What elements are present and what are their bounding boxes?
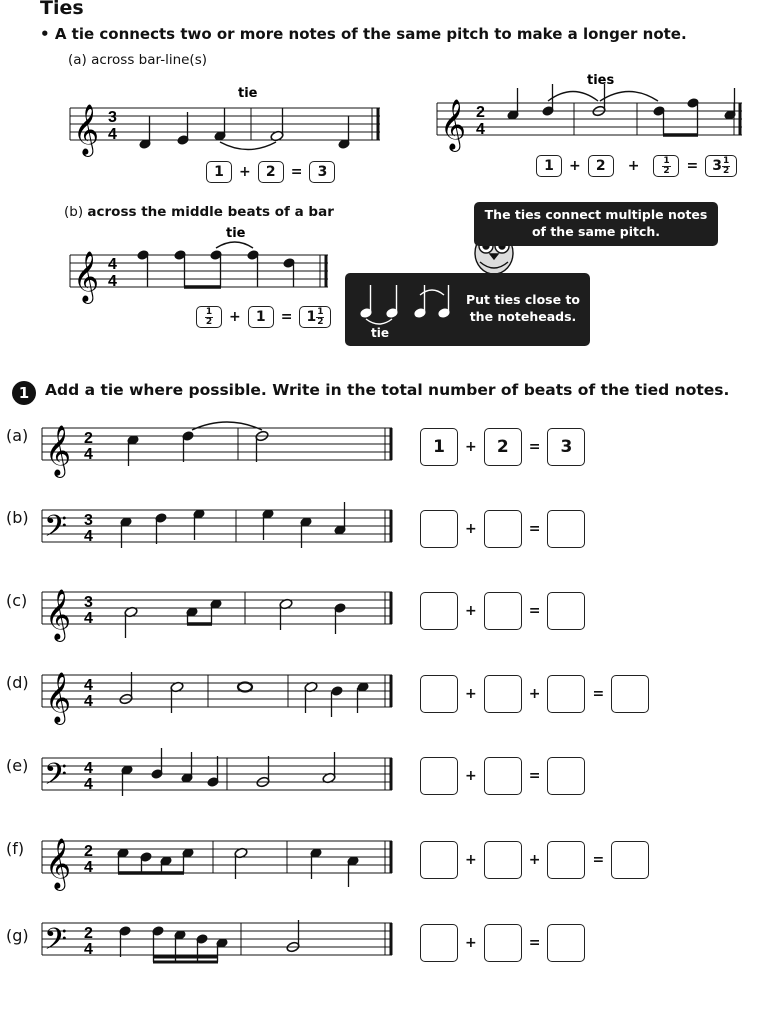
row-label: (g) [6,926,29,945]
staff-f [42,841,392,873]
treble-clef-icon: 𝄞 [45,425,72,476]
answer-box[interactable] [484,841,522,879]
answer-row-e: + = [416,757,589,795]
row-label: (a) [6,426,29,445]
intro-text: • A tie connects two or more notes of the same pitch to make a longer note. [40,25,687,43]
example-b-label: (b) across the middle beats of a bar [64,204,334,220]
meter-bottom: 4 [84,941,93,958]
tip-bubble-ties: The ties connect multiple notes of the same pitch. [474,202,718,246]
meter-top: 2 [84,430,93,447]
treble-clef-icon: 𝄞 [45,672,72,723]
answer-box: 2 [258,161,284,183]
example-a-label: (a) across bar-line(s) [68,52,207,68]
tie-demo-label: tie [371,326,389,340]
answer-box[interactable] [547,924,585,962]
example-3-equation: $\frac{1}{2}$ + 1 = 1 $\frac{1}{2}$ [192,306,335,328]
answer-box[interactable] [547,757,585,795]
answer-box[interactable] [484,757,522,795]
answer-row-c: + = [416,592,589,630]
answer-box[interactable] [547,675,585,713]
meter-bottom: 4 [84,693,93,710]
answer-box[interactable] [420,592,458,630]
treble-clef-icon: 𝄞 [73,251,100,302]
task-instruction: Add a tie where possible. Write in the total number of beats of the tied notes. [45,381,730,399]
row-label: (b) [6,508,29,527]
answer-box-fraction: $\frac{1}{2}$ [196,306,222,328]
meter-bottom: 4 [108,126,117,143]
tie-label: tie [226,226,246,241]
answer-box[interactable] [547,510,585,548]
answer-box-fraction: $\frac{1}{2}$ [653,155,679,177]
exercise-notation [0,400,400,980]
answer-box[interactable] [484,675,522,713]
example-3-notes [137,242,295,287]
row-label: (d) [6,673,29,692]
answer-box-mixed: 3 $\frac{1}{2}$ [705,155,737,177]
answer-row-d: + + = [416,675,653,713]
answer-box[interactable] [611,841,649,879]
tip-bubble-noteheads [345,273,590,346]
meter-bottom: 4 [84,528,93,545]
answer-box[interactable] [420,675,458,713]
answer-box: 3 [309,161,335,183]
answer-box-mixed: 1 $\frac{1}{2}$ [299,306,331,328]
answer-box[interactable] [484,924,522,962]
row-label: (e) [6,756,29,775]
answer-box[interactable] [484,510,522,548]
tip-text: Put ties close to the noteheads. [465,292,581,324]
treble-clef-icon: 𝄞 [45,589,72,640]
meter-bottom: 4 [84,610,93,627]
answer-box[interactable]: 1 [420,428,458,466]
meter-top: 4 [84,677,93,694]
answer-row-f: + + = [416,841,653,879]
tie-label: tie [238,86,258,101]
meter-top: 4 [84,760,93,777]
row-label: (c) [6,591,28,610]
answer-row-g: + = [416,924,589,962]
page-title: Ties [40,0,84,19]
answer-row-b: + = [416,510,589,548]
svg-text:4: 4 [476,121,485,138]
treble-clef-icon: 𝄞 [73,104,100,155]
svg-text:2: 2 [476,104,485,121]
meter-top: 2 [84,925,93,942]
meter-top: 3 [84,594,93,611]
bass-clef-icon: 𝄢 [44,758,68,799]
ties-label: ties [587,73,615,88]
answer-box[interactable]: 3 [547,428,585,466]
meter-top: 2 [84,843,93,860]
example-1-notes [139,108,350,150]
answer-box: 2 [588,155,614,177]
treble-clef-icon: 𝄞 [440,99,467,150]
answer-box[interactable] [420,510,458,548]
answer-box: 1 [536,155,562,177]
example-2-equation: 1 + 2 + $\frac{1}{2}$ = 3 $\frac{1}{2}$ [532,155,741,177]
bullet: • [40,25,55,43]
task-number-badge: 1 [12,381,36,405]
meter-bottom: 4 [84,446,93,463]
bass-clef-icon: 𝄢 [44,923,68,964]
answer-box: 1 [206,161,232,183]
meter-top: 3 [108,109,117,126]
staff-a [42,428,392,460]
answer-row-a: 1 + 2 = 3 [416,428,589,466]
meter-bottom: 4 [84,776,93,793]
answer-box[interactable]: 2 [484,428,522,466]
answer-box[interactable] [420,757,458,795]
treble-clef-icon: 𝄞 [45,838,72,889]
row-label: (f) [6,839,25,858]
answer-box[interactable] [420,841,458,879]
example-1-equation: 1 + 2 = 3 [202,161,339,183]
answer-box: 1 [248,306,274,328]
svg-text:4: 4 [108,256,117,273]
answer-box[interactable] [611,675,649,713]
answer-box[interactable] [484,592,522,630]
exercise-notes [117,422,369,962]
answer-box[interactable] [420,924,458,962]
svg-text:4: 4 [108,273,117,290]
meter-bottom: 4 [84,859,93,876]
answer-box[interactable] [547,841,585,879]
tie-demo-notation [345,273,465,346]
answer-box[interactable] [547,592,585,630]
bass-clef-icon: 𝄢 [44,510,68,551]
meter-top: 3 [84,512,93,529]
